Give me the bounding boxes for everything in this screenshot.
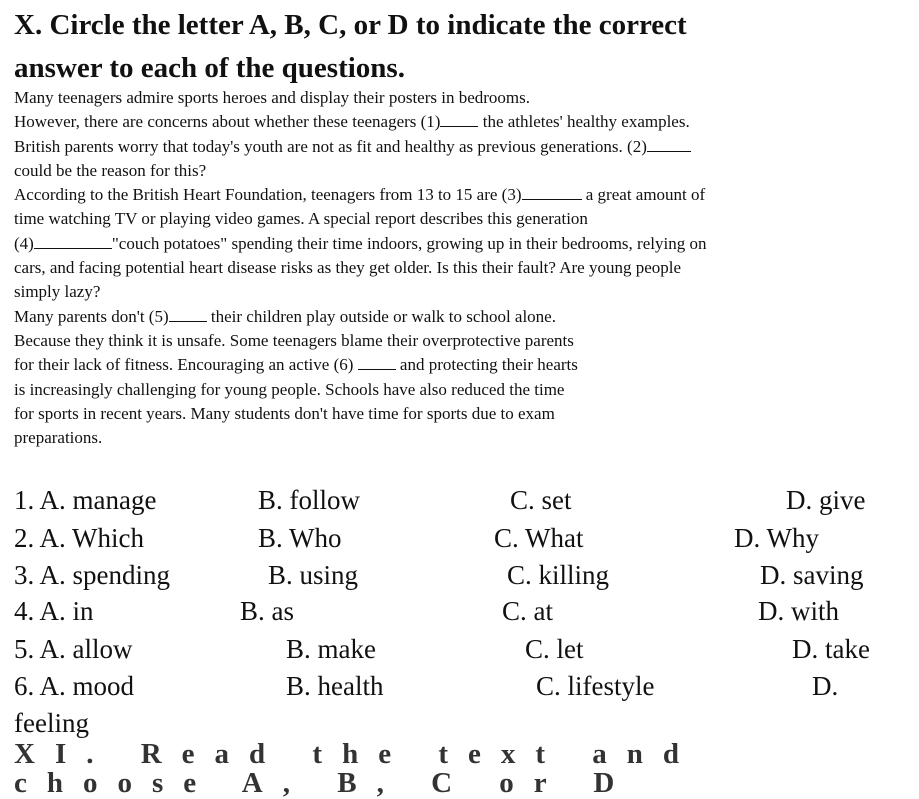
passage-line: (4) "couch potatoes" spending their time indoors, growing up in their bedrooms, relying on (14, 233, 707, 253)
option-d[interactable]: D. (812, 671, 839, 701)
option-d[interactable]: D. take (792, 634, 870, 664)
reading-passage (14, 86, 894, 450)
question-4 (14, 592, 904, 630)
heading-line-1: X. Circle the letter A, B, C, or D to indicate the correct (14, 9, 687, 41)
passage-line: cars, and facing potential heart disease risks as they get older. Is this their fault? Are young people (14, 258, 682, 278)
option-c[interactable]: C. lifestyle (536, 671, 655, 701)
option-b[interactable]: B. follow (258, 485, 361, 515)
option-c[interactable]: C. What (494, 523, 584, 553)
passage-line: However, there are concerns about whether these teenagers (1) the athletes' healthy examples. (14, 112, 690, 132)
question-6 (14, 667, 904, 705)
option-c[interactable]: C. let (525, 634, 584, 664)
option-d[interactable]: D. saving (760, 560, 864, 590)
blank-5[interactable] (169, 307, 207, 322)
option-d-wrap[interactable]: feeling (14, 708, 89, 738)
option-b[interactable]: B. using (268, 560, 359, 590)
next-section-heading-cut: XI. Read the text and choose A, B, C or D (14, 738, 700, 799)
blank-6[interactable] (358, 355, 396, 370)
option-d[interactable]: D. Why (734, 523, 819, 553)
blank-2[interactable] (647, 137, 691, 152)
passage-line: could be the reason for this? (14, 160, 207, 180)
passage-line: According to the British Heart Foundation, teenagers from 13 to 15 are (3) a great amount of (14, 185, 706, 205)
option-c[interactable]: C. set (510, 485, 572, 515)
exercise-heading (14, 4, 904, 90)
passage-line: Many parents don't (5) their children play outside or walk to school alone. (14, 306, 556, 326)
passage-line: Because they think it is unsafe. Some teenagers blame their overprotective parents (14, 330, 574, 350)
option-d[interactable]: D. with (758, 596, 839, 626)
question-2 (14, 519, 904, 557)
question-5 (14, 630, 904, 668)
option-b[interactable]: B. make (286, 634, 376, 664)
option-d[interactable]: D. give (786, 485, 866, 515)
question-3 (14, 556, 904, 594)
passage-line: for their lack of fitness. Encouraging an active (6) and protecting their hearts (14, 355, 578, 375)
option-b[interactable]: B. Who (258, 523, 342, 553)
heading-line-2: answer to each of the questions. (14, 52, 405, 84)
passage-line: for sports in recent years. Many students don't have time for sports due to exam (14, 403, 555, 423)
passage-line: preparations. (14, 428, 103, 448)
option-c[interactable]: C. at (502, 596, 553, 626)
question-6-option-d-continued (14, 704, 314, 742)
option-a[interactable]: 4. A. in (14, 596, 94, 626)
option-a[interactable]: 1. A. manage (14, 485, 157, 515)
option-a[interactable]: 2. A. Which (14, 523, 144, 553)
blank-3[interactable] (522, 185, 582, 200)
option-c[interactable]: C. killing (507, 560, 610, 590)
passage-line: time watching TV or playing video games. A special report describes this generation (14, 209, 588, 229)
option-a[interactable]: 6. A. mood (14, 671, 135, 701)
option-a[interactable]: 3. A. spending (14, 560, 171, 590)
passage-line: simply lazy? (14, 282, 101, 302)
question-1 (14, 481, 904, 519)
blank-1[interactable] (440, 112, 478, 127)
option-a[interactable]: 5. A. allow (14, 634, 133, 664)
passage-line: Many teenagers admire sports heroes and display their posters in bedrooms. (14, 88, 531, 107)
passage-line: is increasingly challenging for young people. Schools have also reduced the time (14, 379, 565, 399)
option-b[interactable]: B. as (240, 596, 294, 626)
option-b[interactable]: B. health (286, 671, 384, 701)
blank-4[interactable] (34, 234, 112, 249)
passage-line: British parents worry that today's youth are not as fit and healthy as previous generations. (2) (14, 135, 894, 159)
